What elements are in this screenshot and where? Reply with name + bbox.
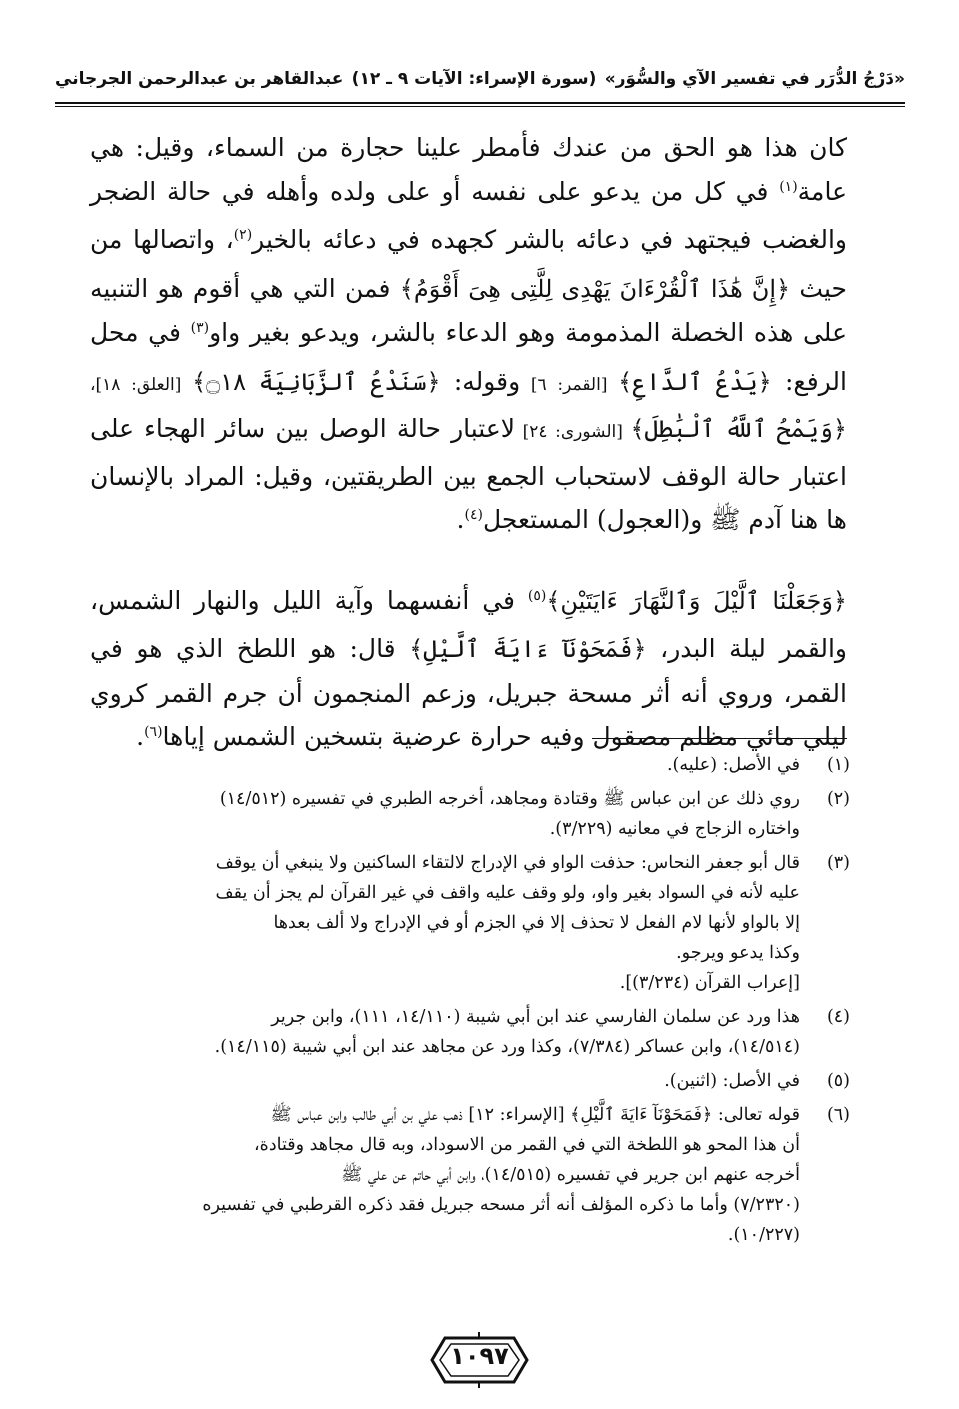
footnote-body [88,848,800,998]
quran-verse: ﴿يَدْعُ ٱلدَّاعِ﴾ [618,367,772,396]
footnote-body [88,1002,800,1062]
quran-verse: ﴿فَمَحَوْنَآ ءَايَةَ ٱلَّيْلِ﴾ [409,635,647,663]
footnote-line: في الأصل: (اثنين). [664,1071,800,1091]
text-run: في أنفسهما وآية الليل والنهار الشمس، والقمر ليلة البدر، [90,585,847,663]
header-rule-thin [55,106,905,107]
footnote-body [88,1100,800,1250]
page-number-ornament [427,1330,532,1390]
footnote-line: واختاره الزجاج في معانيه (٣/٢٢٩). [549,819,800,839]
header-rule-thick [55,102,905,104]
footnote-ref-2: (٢) [233,227,253,243]
footnote-line: أخرجه عنهم ابن جرير في تفسيره (١٤/٥١٥)، وابن أبي حاتم عن علي ﷺ [341,1165,800,1185]
text-run: في محل الرفع: [90,318,847,396]
footnote-line: [إعراب القرآن (٣/٢٣٤)]. [619,973,800,993]
quran-verse: ﴿وَيَمْحُ ٱللَّهُ ٱلْبَٰطِلَ﴾ [630,415,847,443]
header-surah-range: (سورة الإسراء: الآيات ٩ ـ ١٢) [351,69,597,89]
footnote-3 [88,848,850,998]
header-author: عبدالقاهر بن عبدالرحمن الجرجاني [55,69,344,89]
footnote-line: (١٠/٢٢٧). [727,1225,800,1245]
footnote-line: أن هذا المحو هو اللطخة التي في القمر من الاسوداد، وبه قال مجاهد وقتادة، [254,1135,800,1155]
surah-citation: [العلق: ١٨]، [90,374,193,395]
footnote-ref-1: (١) [779,178,798,195]
text-run: . [456,505,465,534]
footnote-4 [88,1002,850,1062]
paragraph-1 [90,126,847,547]
main-text [90,126,847,764]
footnote-separator [592,738,847,739]
footnote-number: (٣) [826,853,850,873]
footnote-body [88,784,800,844]
text-run: . [136,722,145,751]
footnote-line: (١٤/٥١٤)، وابن عساكر (٧/٣٨٤)، وكذا ورد عن مجاهد عند ابن أبي شيبة (١٤/١١٥). [214,1037,800,1057]
footnote-line: عليه لأنه في السواد بغير واو، ولو وقف عليه واقف في غير القرآن لم يجز أن يقف [215,883,800,903]
text-run: ، واتصالها من حيث [90,225,847,303]
quran-verse: ﴿إِنَّ هَٰذَا ٱلْقُرْءَانَ يَهْدِى لِلَّتِى هِىَ أَقْوَمُ﴾ [399,274,791,303]
footnote-1 [88,750,850,780]
text-run: في كل من يدعو على نفسه أو على ولده وأهله في حالة الضجر والغضب فيجتهد في دعائه بالشر كجهده في دعائه بالخير [90,176,847,254]
surah-citation: [القمر: ٦] [520,374,619,395]
footnotes [88,750,850,1254]
footnote-6 [88,1100,850,1250]
footnote-ref-4: (٤) [464,507,483,523]
footnote-line: قال أبو جعفر النحاس: حذفت الواو في الإدراج لالتقاء الساكنين ولا ينبغي أن يوقف [215,853,800,873]
footnote-ref-5: (٥) [527,587,547,604]
footnote-line: هذا ورد عن سلمان الفارسي عند ابن أبي شيبة (١٤/١١٠، ١١١)، وابن جرير [271,1007,800,1027]
text-run: فمن التي هي أقوم هو التنبيه على هذه الخصلة المذمومة وهو الدعاء بالشر، ويدعو بغير واو [90,273,847,347]
footnote-number: (٤) [826,1007,850,1027]
footnote-ref-6: (٦) [144,724,163,740]
header-book-title: «دَرْجُ الدُّرَر في تفسير الآي والسُّوَر» [604,69,905,89]
footnote-body [88,750,800,780]
text-run: قال: هو اللطخ الذي هو في القمر، وروي أنه أثر مسحة جبريل، وزعم المنجمون أن جرم القمر كروي ليلي مائي مظلم مصقول وفيه حرارة عرضية بتسخين الشمس إياها [90,634,847,751]
page-number: ١٠٩٧ [450,1342,509,1370]
footnote-5 [88,1066,850,1096]
footnote-line: في الأصل: (عليه). [666,755,800,775]
footnote-2 [88,784,850,844]
footnote-number: (٢) [826,789,850,809]
footnote-number: (٥) [826,1071,850,1091]
text-run: لاعتبار حالة الوصل بين سائر الهجاء على اعتبار حالة الوقف لاستحباب الجمع بين الطريقتين، وقيل: المراد بالإنسان ها هنا آدم ﷺ و(العجول) المستعجل [90,414,847,534]
footnote-number: (١) [826,755,850,775]
footnote-line: روي ذلك عن ابن عباس ﷺ وقتادة ومجاهد، أخرجه الطبري في تفسيره (١٤/٥١٢) [219,789,800,809]
footnote-number: (٦) [826,1105,850,1125]
quran-verse: ﴿سَنَدْعُ ٱلزَّبَانِيَةَ ۝١٨﴾ [192,367,441,396]
footnote-line: قوله تعالى: ﴿فَمَحَوْنَآ ءَايَةَ ٱلَّيْلِ﴾ [الإسراء: ١٢] ذهب علي بن أبي طالب وابن عباس ﷺ [270,1105,800,1125]
footnote-line: وكذا يدعو ويرجو. [676,943,800,963]
quran-verse: ﴿وَجَعَلْنَا ٱلَّيْلَ وَٱلنَّهَارَ ءَايَتَيْنِ﴾ [546,586,847,615]
footnote-ref-3: (٣) [190,320,210,336]
surah-citation: [الشورى: ٢٤] [515,422,631,442]
footnote-line: (٧/٢٣٢٠) وأما ما ذكره المؤلف أنه أثر مسحه جبريل فقد ذكره القرطبي في تفسيره [202,1195,800,1215]
paragraph-2 [90,579,847,764]
text-run: وقوله: [440,366,521,396]
footnote-body [88,1066,800,1096]
text-run: كان هذا هو الحق من عندك فأمطر علينا حجارة من السماء، وقيل: هي عامة [90,133,847,206]
footnote-line: إلا بالواو لأنها لام الفعل لا تحذف إلا في الجزم أو في الإدراج ولا ألف بعدها [273,913,800,933]
running-header [55,62,905,96]
